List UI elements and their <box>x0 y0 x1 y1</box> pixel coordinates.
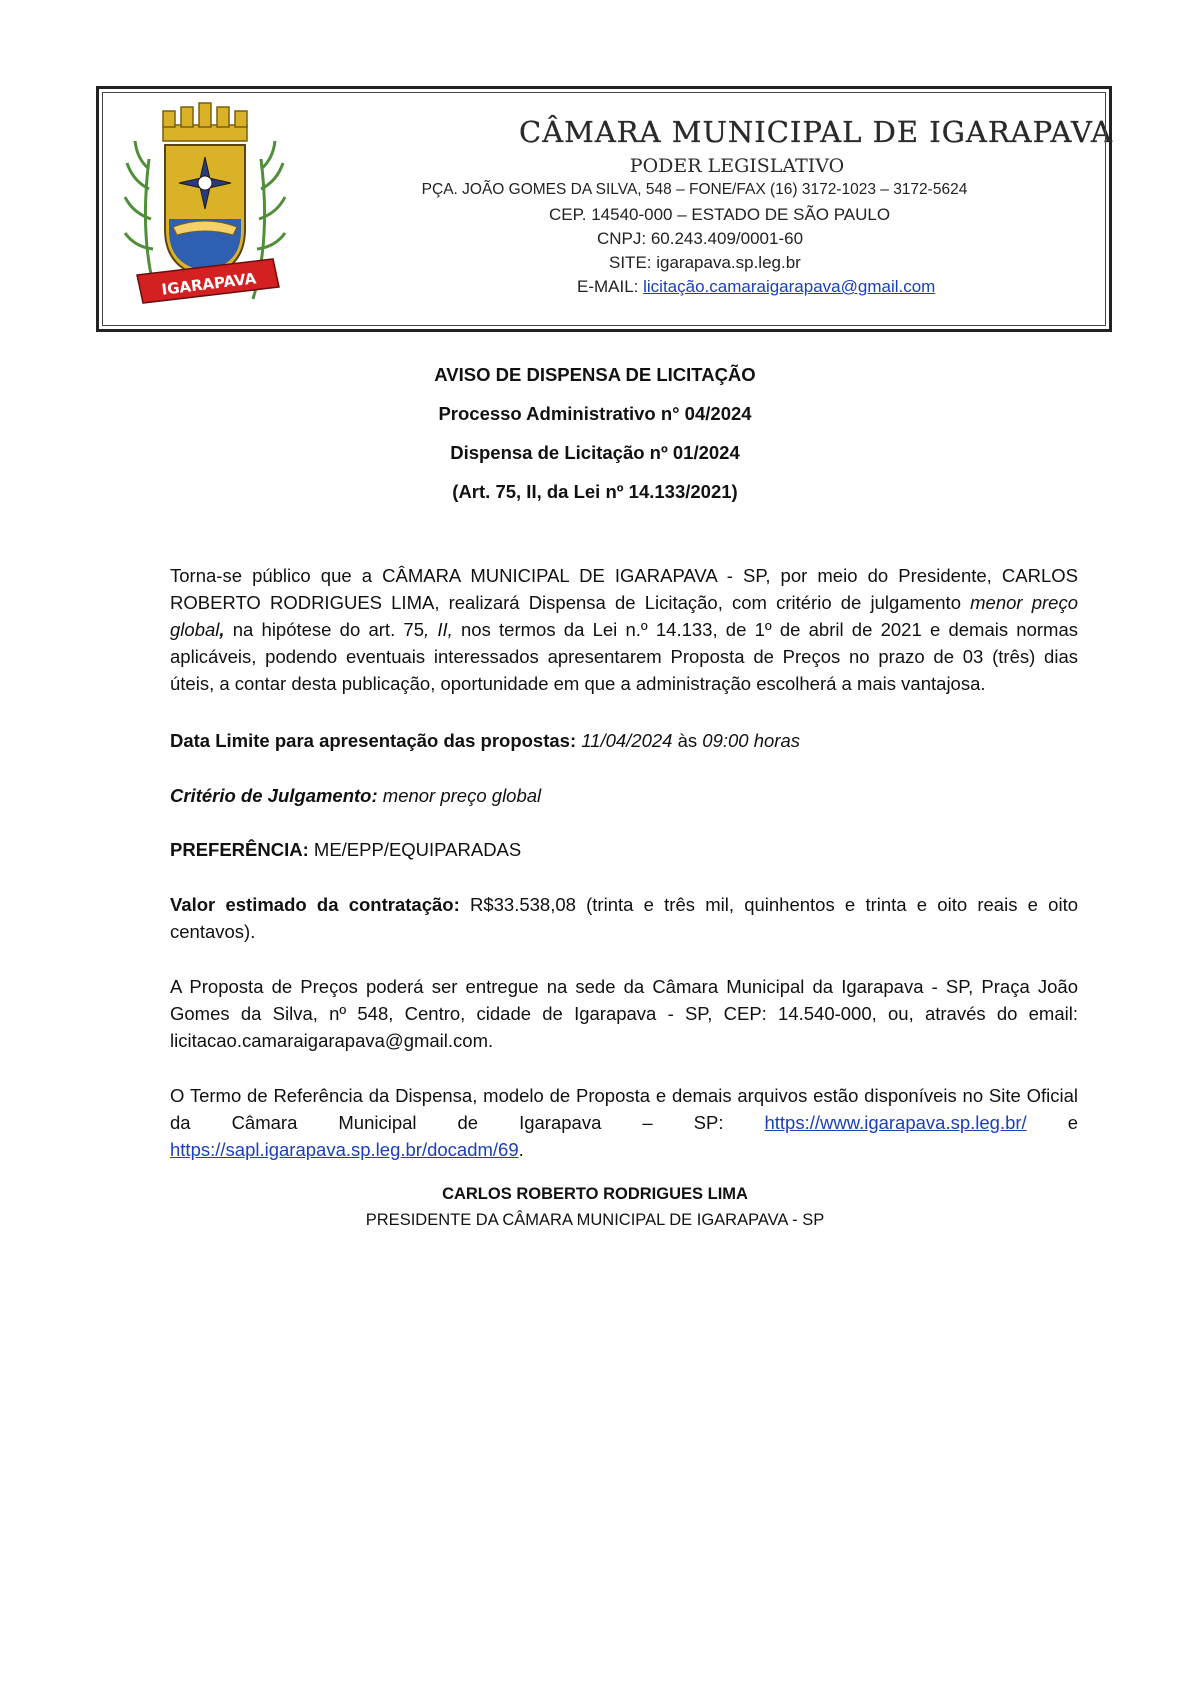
org-address: PÇA. JOÃO GOMES DA SILVA, 548 – FONE/FAX (16) 3172-1023 – 3172-5624 <box>421 181 968 198</box>
deadline-time: 09:00 horas <box>702 730 801 751</box>
signatory-name: CARLOS ROBERTO RODRIGUES LIMA <box>442 1185 748 1203</box>
intro-paragraph <box>170 562 1078 697</box>
proposta-paragraph: A Proposta de Preços poderá ser entregue na sede da Câmara Municipal da Igarapava - SP, Praça João Gomes da Silva, nº 548, Centro, cidade de Igarapava - SP, CEP: 14.540-000, ou, através do email: licitacao.camaraigarapava@gmail.com. <box>170 976 1078 1051</box>
deadline-line <box>170 727 1078 754</box>
site-link[interactable]: https://www.igarapava.sp.leg.br/ <box>764 1112 1027 1133</box>
org-email-label: E-MAIL: <box>577 277 644 296</box>
org-email-line <box>577 277 935 297</box>
intro-article: , II, <box>424 619 453 640</box>
preference-label: PREFERÊNCIA: <box>170 839 309 860</box>
deadline-date: 11/04/2024 <box>576 730 673 751</box>
org-name: CÂMARA MUNICIPAL DE IGARAPAVA <box>519 115 1113 149</box>
intro-comma: , <box>219 619 225 640</box>
termo-text: O Termo de Referência da Dispensa, modelo de Proposta e demais arquivos estão disponíveis no Site Oficial da Câmara Municipal de Igarapava – SP: <box>170 1085 1078 1133</box>
deadline-at: às <box>672 730 703 751</box>
org-site: SITE: igarapava.sp.leg.br <box>609 253 801 272</box>
intro-text-a: Torna-se público que a CÂMARA MUNICIPAL DE IGARAPAVA - SP, por meio do Presidente, CARLOS ROBERTO RODRIGUES LIMA, realizará Dispensa de Licitação, com critério de julgamento <box>170 565 1078 613</box>
intro-text-b: na hipótese do art. 75 <box>224 619 424 640</box>
sapl-link[interactable]: https://sapl.igarapava.sp.leg.br/docadm/69 <box>170 1139 519 1160</box>
org-cep: CEP. 14540-000 – ESTADO DE SÃO PAULO <box>549 205 891 224</box>
org-cnpj: CNPJ: 60.243.409/0001-60 <box>597 229 804 248</box>
criterio-value: menor preço global <box>377 785 542 806</box>
org-branch: PODER LEGISLATIVO <box>629 155 845 177</box>
letterhead <box>96 86 1112 332</box>
termo-and: e <box>1026 1112 1078 1133</box>
termo-paragraph <box>170 1082 1078 1163</box>
criterio-line <box>170 782 1078 809</box>
criterio-label: Critério de Julgamento: <box>170 785 378 806</box>
intro-criterion: menor preço global <box>170 592 1078 640</box>
municipal-coat-of-arms-logo <box>119 99 291 321</box>
signatory-role: PRESIDENTE DA CÂMARA MUNICIPAL DE IGARAPAVA - SP <box>365 1211 825 1229</box>
preference-value: ME/EPP/EQUIPARADAS <box>308 839 522 860</box>
preference-line <box>170 836 1078 863</box>
termo-end: . <box>518 1139 524 1160</box>
notice-title: AVISO DE DISPENSA DE LICITAÇÃO <box>434 364 756 385</box>
valor-label: Valor estimado da contratação: <box>170 894 460 915</box>
valor-paragraph <box>170 891 1078 945</box>
notice-law: (Art. 75, II, da Lei nº 14.133/2021) <box>452 481 738 502</box>
org-email-link[interactable]: licitação.camaraigarapava@gmail.com <box>643 277 936 296</box>
deadline-label: Data Limite para apresentação das propostas: <box>170 730 577 751</box>
svg-text:IGARAPAVA: IGARAPAVA <box>160 269 258 299</box>
notice-dispensa: Dispensa de Licitação nº 01/2024 <box>450 442 740 463</box>
notice-process: Processo Administrativo n° 04/2024 <box>438 403 752 424</box>
valor-value: R$33.538,08 (trinta e três mil, quinhentos e trinta e oito reais e oito centavos). <box>170 894 1078 942</box>
intro-text-c: nos termos da Lei n.º 14.133, de 1º de abril de 2021 e demais normas aplicáveis, podendo eventuais interessados apresentarem Proposta de Preços no prazo de 03 (três) dias úteis, a contar desta publicação, oportunidade em que a administração escolherá a mais vantajosa. <box>170 619 1078 694</box>
